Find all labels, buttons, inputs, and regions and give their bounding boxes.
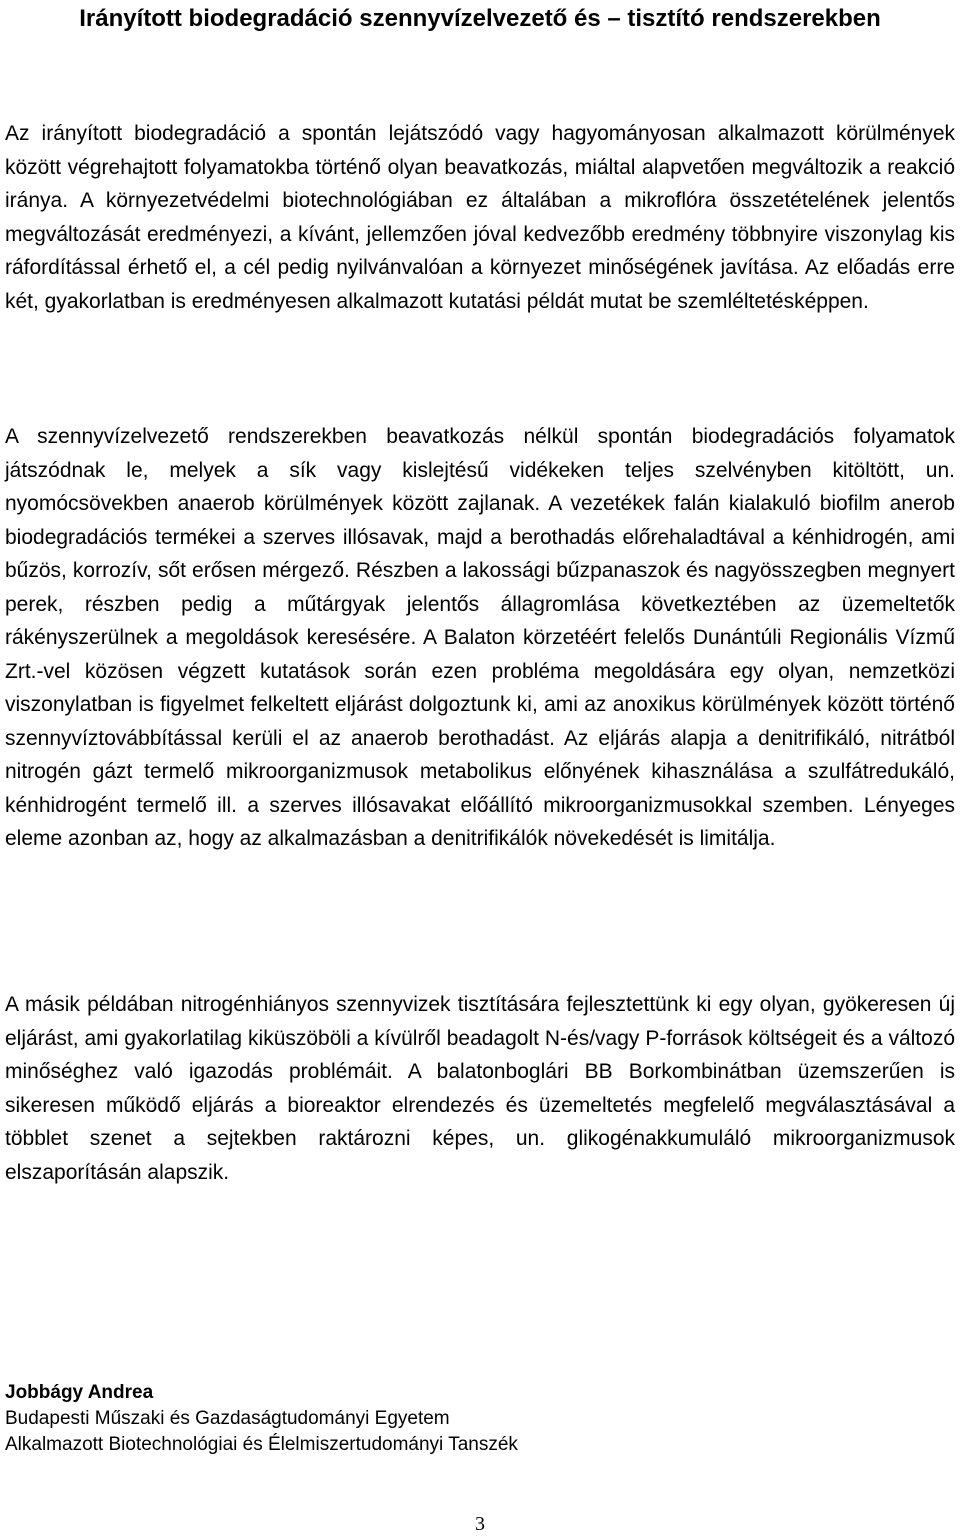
author-name: Jobbágy Andrea <box>5 1382 154 1403</box>
document-title: Irányított biodegradáció szennyvízelvezető és – tisztító rendszerekben <box>79 5 881 32</box>
author-department: Alkalmazott Biotechnológiai és Élelmiszertudományi Tanszék <box>5 1434 518 1455</box>
document-page <box>5 0 955 1455</box>
author-block <box>5 1380 955 1458</box>
paragraph-intro: Az irányított biodegradáció a spontán lejátszódó vagy hagyományosan alkalmazott körülmények között végrehajtott folyamatokba történő olyan beavatkozás, miáltal alapvetően megváltozik a reakció iránya. A környezetvédelmi biotechnológiában ez általában a mikroflóra összetételének jelentős megváltozását eredményezi, a kívánt, jellemzően jóval kedvezőbb eredmény többnyire viszonylag kis ráfordítással érhető el, a cél pedig nyilvánvalóan a környezet minőségének javítása. Az előadás erre két, gyakorlatban is eredményesen alkalmazott kutatási példát mutat be szemléltetésképpen. <box>5 122 955 313</box>
paragraph-nitrogen-deficient: A másik példában nitrogénhiányos szennyvizek tisztítására fejlesztettünk ki egy olyan, gyökeresen új eljárást, ami gyakorlatilag kiküszöböli a kívülről beadagolt N-és/vagy P-források költségeit és a változó minőséghez való igazodás problémáit. A balatonboglári BB Borkombinátban üzemszerűen is sikeresen működő eljárás a bioreaktor elrendezés és üzemeltetés megfelelő megválasztásával a többlet szenet a sejtekben raktározni képes, un. glikogénakkumuláló mikroorganizmusok elszaporításán alapszik. <box>5 993 955 1184</box>
author-university: Budapesti Műszaki és Gazdaságtudományi Egyetem <box>5 1408 450 1429</box>
page-number: 3 <box>475 1513 485 1535</box>
paragraph-sewer-systems: A szennyvízelvezető rendszerekben beavatkozás nélkül spontán biodegradációs folyamatok játszódnak le, melyek a sík vagy kislejtésű vidékeken teljes szelvényben kitöltött, un. nyomócsövekben anaerob körülmények között zajlanak. A vezetékek falán kialakuló biofilm anerob biodegradációs termékei a szerves illósavak, majd a berothadás előrehaladtával a kénhidrogén, ami bűzös, korrozív, sőt erősen mérgező. Részben a lakossági bűzpanaszok és nagyösszegben megnyert perek, részben pedig a műtárgyak jelentős állagromlása következtében az üzemeltetők rákényszerülnek a megoldások keresésére. A Balaton körzetéért felelős Dunántúli Regionális Vízmű Zrt.-vel közösen végzett kutatások során ezen probléma megoldására egy olyan, nemzetközi viszonylatban is figyelmet felkeltett eljárást dolgoztunk ki, ami az anoxikus körülmények között történő szennyvíztovábbítással kerüli el az anaerob berothadást. Az eljárás alapja a denitrifikáló, nitrátból nitrogén gázt termelő mikroorganizmusok metabolikus előnyének kihasználása a szulfátredukáló, kénhidrogént termelő ill. a szerves illósavakat előállító mikroorganizmusokkal szemben. Lényeges eleme azonban az, hogy az alkalmazásban a denitrifikálók növekedését is limitálja. <box>5 425 955 850</box>
